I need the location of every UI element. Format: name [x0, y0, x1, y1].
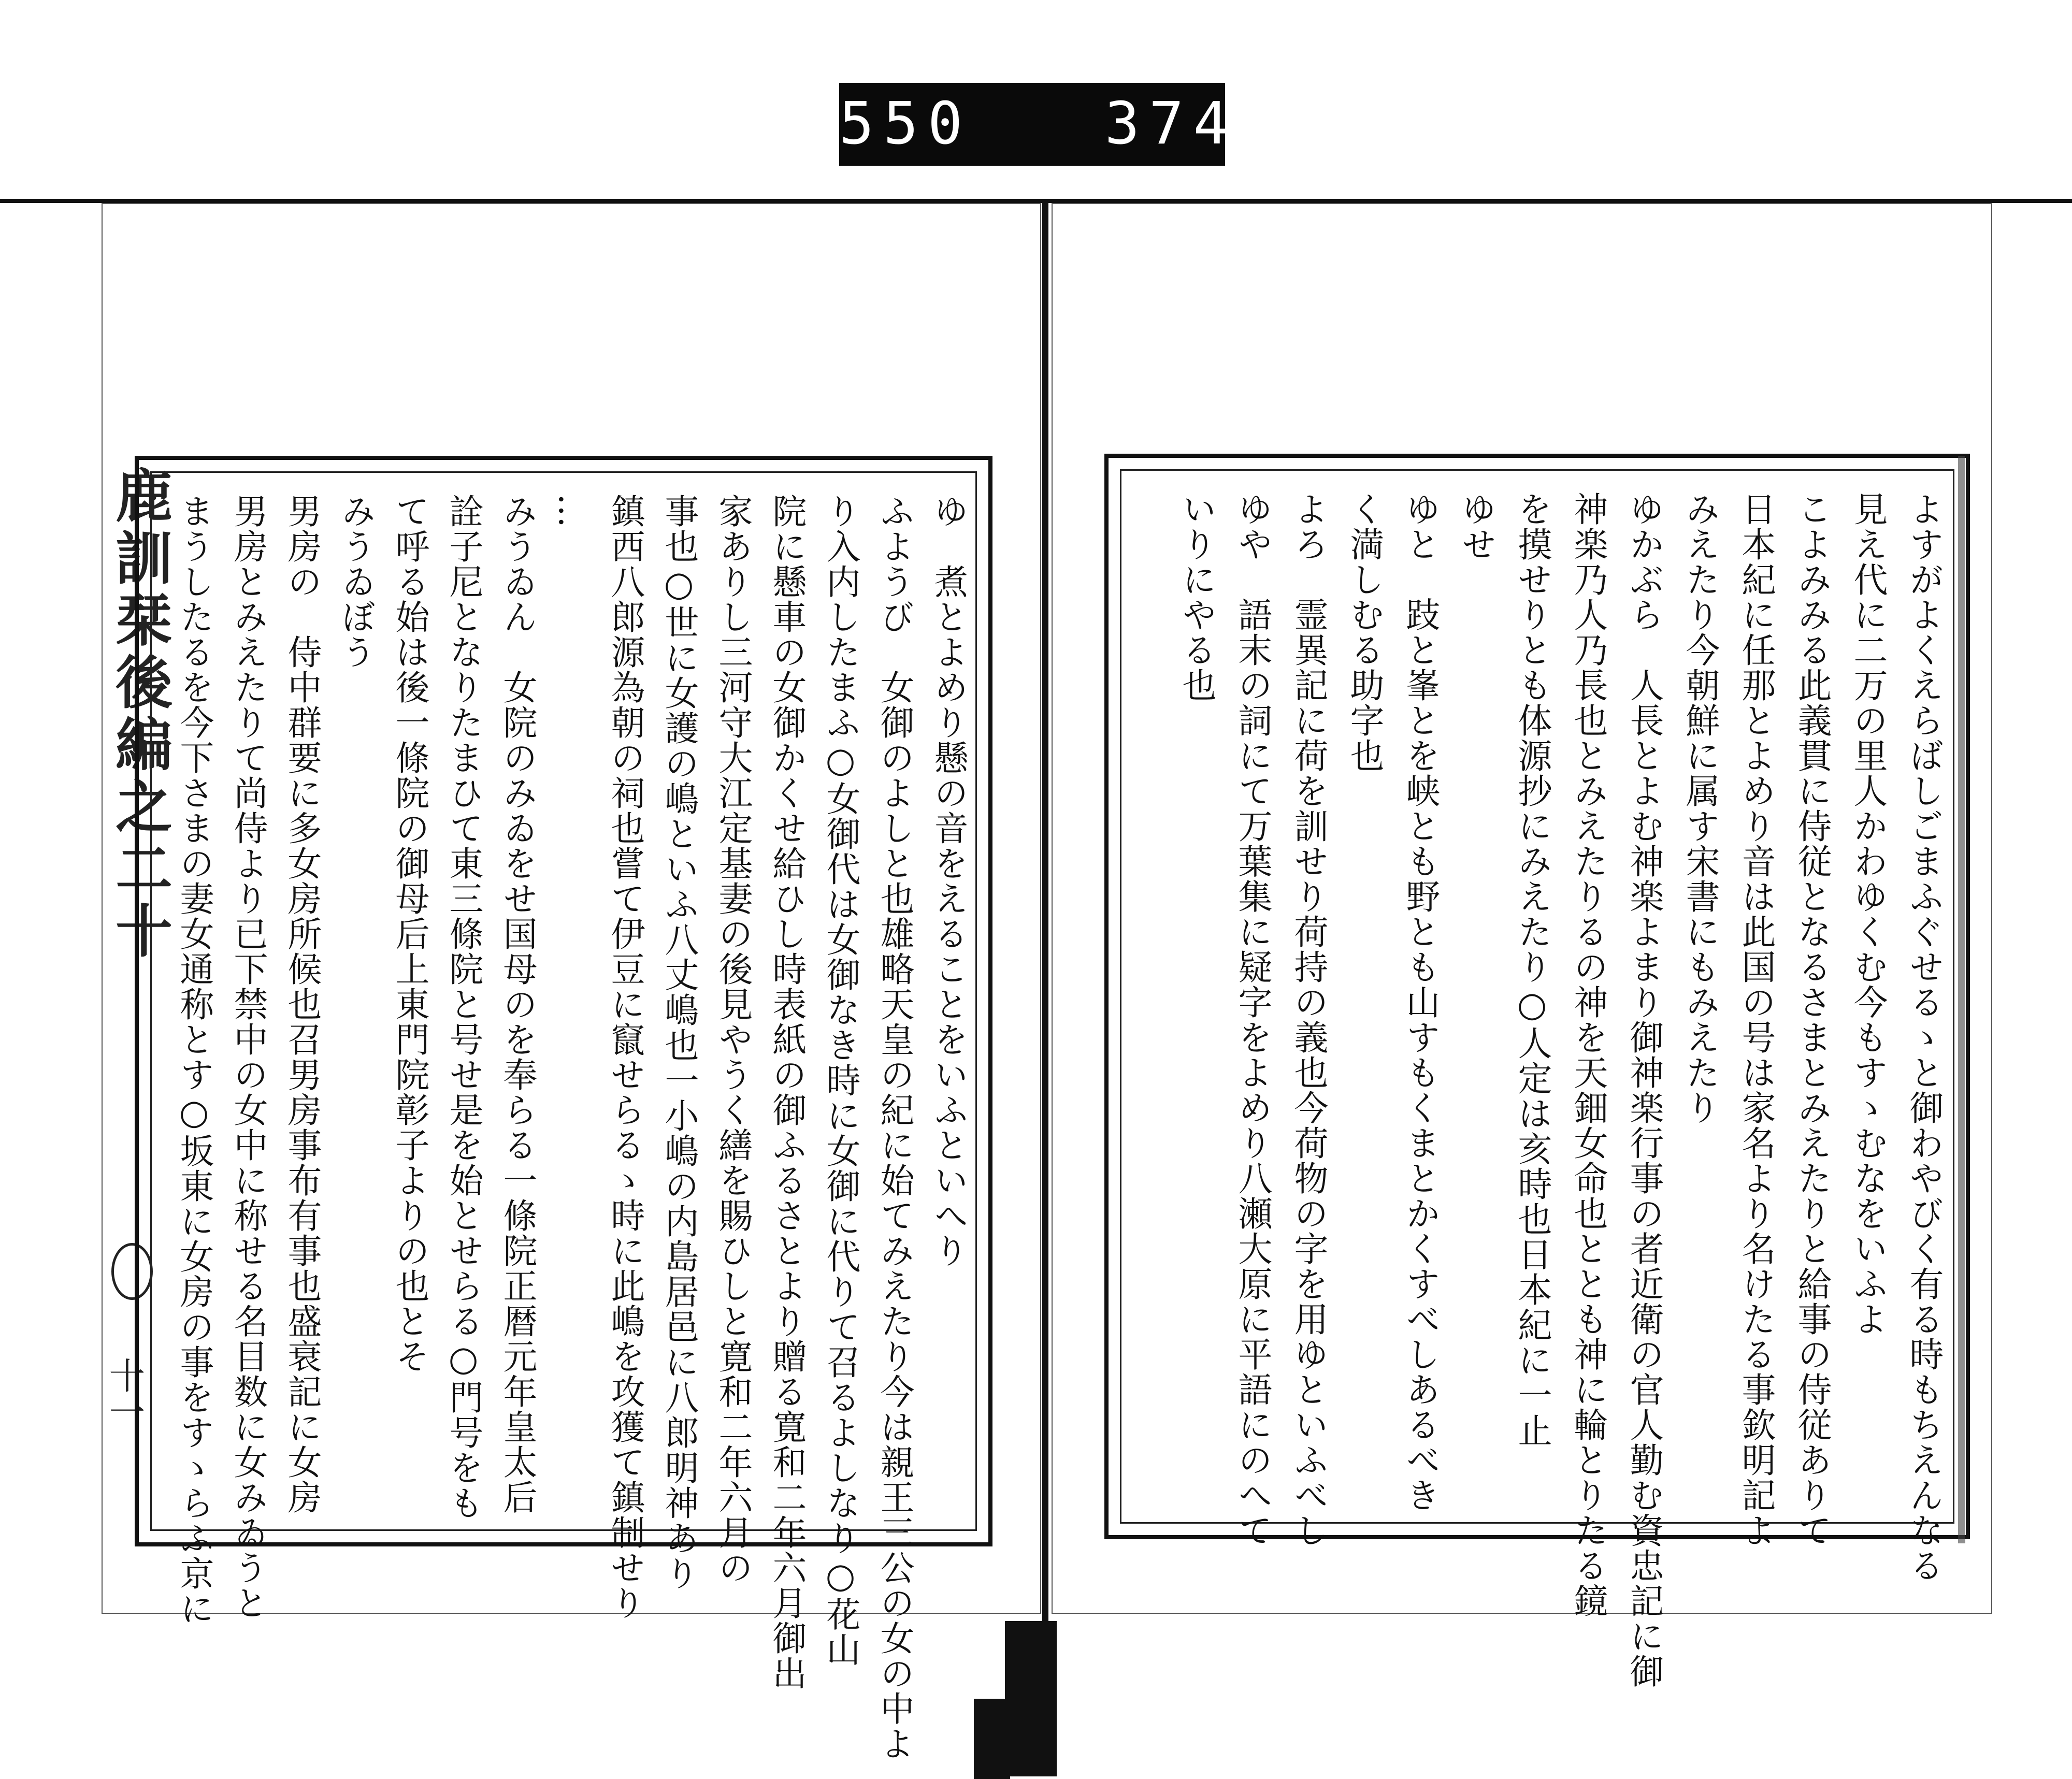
right-text-column: ゆかぶら 人長とよむ神楽よまり御神楽行事の者近衛の官人勤む資忠記に御: [1624, 491, 1664, 1689]
folio-number: 十一: [103, 1357, 146, 1429]
right-text-column: よろ 霊異記に荷を訓せり荷持の義也今荷物の字を用ゆといふべし: [1288, 491, 1328, 1548]
left-text-column: 男房の 侍中群要に多女房所候也召男房事布有事也盛衰記に女房: [282, 494, 322, 1515]
archive-number-label: [839, 83, 1282, 166]
right-text-column: よすがよくえらばしごまふぐせるゝと御わやびく有る時もちえんなる: [1904, 491, 1944, 1583]
book-spine: [1042, 199, 1048, 1628]
right-text-frame: [1104, 454, 1970, 1689]
left-text-area: [150, 471, 977, 1761]
left-text-column: ゆ 煮とよめり懸の音をえることをいふといへり: [928, 494, 968, 1268]
left-text-frame: [135, 456, 992, 1761]
scan-strip-mark: [1005, 1621, 1057, 1776]
right-text-column: いりにやる也: [1176, 491, 1216, 703]
left-text-column: ふようび 女御のよしと也雄略天皇の紀に始てみえたり今は親王三公の女の中よ: [874, 494, 914, 1761]
right-text-column: みえたり今朝鮮に属す宋書にもみえたり: [1680, 491, 1720, 1125]
right-text-column: 神楽乃人乃長也とみえたりるの神を天鈿女命也ととも神に輪とりたる鏡: [1568, 491, 1608, 1618]
right-text-column: ゆと 跂と峯とを峡とも野とも山すもくまとかくすべしあるべき: [1400, 491, 1440, 1513]
left-text-column: 男房とみえたりて尚侍より已下禁中の女中に称せる名目数に女みゐうと: [228, 494, 268, 1621]
right-text-column: を摸せりとも体源抄にみえたり○人定は亥時也日本紀に一止: [1512, 491, 1552, 1448]
right-text-column: ゆせ: [1456, 491, 1496, 562]
left-text-column: て呼る始は後一條院の御母后上東門院彰子よりの也とそ: [390, 494, 429, 1374]
left-text-column: 家ありし三河守大江定基妻の後見やうく繕を賜ひしと寛和二年六月の: [713, 494, 753, 1585]
right-page-edge: [1958, 456, 1965, 1543]
right-text-column: 見え代に二万の里人かわゆくむ今もすゝむなをいふよ: [1848, 491, 1888, 1337]
archive-number-text: 550 374.: [839, 90, 1282, 157]
right-text-area: [1120, 469, 1954, 1689]
right-text-column: く満しむる助字也: [1344, 491, 1384, 773]
scan-strip-mark-lower: [974, 1699, 1010, 1779]
left-text-column: り入内したまふ○女御代は女御なき時に女御に代りて召るよしなり○花山: [821, 494, 860, 1667]
right-text-column: こよみみる此義貫に侍従となるさまとみえたりと給事の侍従ありて: [1792, 491, 1832, 1548]
top-rule: [0, 199, 2072, 203]
book-edge-title: 鹿訓栞後編之二十: [106, 466, 173, 963]
left-text-column: みうゐぼう: [336, 494, 376, 670]
left-text-column: 事也○世に女護の嶋といふ八丈嶋也一小嶋の内島居邑に八郎明神あり: [659, 494, 699, 1591]
left-text-column: みうゐん 女院のみゐをせ国母のを奉らる一條院正暦元年皇太后: [497, 494, 537, 1515]
right-text-column: 日本紀に任那とよめり音は此国の号は家名より名けたる事欽明記よ: [1736, 491, 1776, 1548]
left-text-column: 院に懸車の女御かくせ給ひし時表紙の御ふるさとより贈る寛和二年六月御出: [767, 494, 807, 1691]
right-text-column: ゆや 語末の詞にて万葉集に疑字をよめり八瀬大原に平語にのへて: [1232, 491, 1272, 1548]
left-text-column: 鎮西八郎源為朝の祠也嘗て伊豆に竄せらるゝ時に此嶋を攻獲て鎮制せり: [605, 494, 645, 1621]
left-text-column: 詮子尼となりたまひて東三條院と号せ是を始とせらる○門号をも: [443, 494, 483, 1521]
left-text-column: まうしたるを今下さまの妻女通称とす○坂東に女房の事をすゝらふ京に: [174, 494, 214, 1626]
left-text-column: …: [551, 494, 591, 529]
